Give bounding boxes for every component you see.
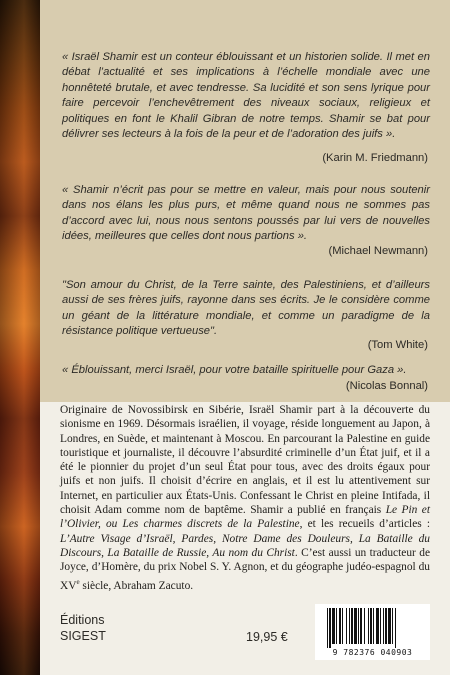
quote-2: « Shamir n’écrit pas pour se mettre en valeur, mais pour nous soutenir dans nos élans les plus purs, et même quand nous ne sommes pas d’accord avec lui, nous nous sentons poussés par lui vers de nouvelles idées, meilleures que celles dont nous partions ». <box>62 184 430 243</box>
publisher-name <box>60 612 106 644</box>
bio-book-title: Le Pin et l’Olivier, ou Les charmes discrets de la Palestine <box>60 504 431 531</box>
bio-text-1: Originaire de Novossibirsk en Sibérie, Israël Shamir part à la découverte du sionisme en 1969. Désormais israélien, il voyage, réside longuement au Japon, à Londres, en Suède, et maintenant à Moscou. En parcourant la Palestine en guide touristique et journaliste, il découvre l’absurdité criminelle d’un État juif, et il a été le pionnier du projet d’un seul État pour tous, avec des droits égaux pour juifs et non juifs. Il choisit d’écrire en anglais, et il est lu attentivement sur Internet, en particulier aux États-Unis. Confessant le Christ en pleine Intifada, il choisit Adam comme nom de baptême. Shamir a publié en français <box>60 404 430 517</box>
bio-superscript: e <box>76 577 80 586</box>
quote-3-author: (Tom White) <box>367 339 428 351</box>
bio-collections-titles: L’Autre Visage d’Israël, Pardes, Notre Dame des Douleurs, La Bataille du Discours, La Bataille de Russie, Au nom du Christ <box>60 532 430 559</box>
quote-4-author: (Nicolas Bonnal) <box>345 380 428 392</box>
barcode-number: 9 782376 040903 <box>332 648 413 657</box>
barcode-graphic <box>325 608 420 648</box>
isbn-barcode <box>315 604 430 660</box>
quote-3: "Son amour du Christ, de la Terre sainte, des Palestiniens, et d’ailleurs aussi de ses frères juifs, rayonne dans ses écrits. Je le considère comme un géant de la littérature mondiale, et comme un paradigme de la résistance politique vertueuse". <box>62 279 430 338</box>
author-biography <box>60 403 430 593</box>
cover-artwork-strip <box>0 0 40 675</box>
quote-2-author: (Michael Newmann) <box>328 245 428 257</box>
quote-1-author: (Karin M. Friedmann) <box>322 152 428 164</box>
price-label: 19,95 € <box>246 630 288 644</box>
quote-1: « Israël Shamir est un conteur éblouissant et un historien solide. Il met en débat l’actualité et ses implications à l’échelle mondiale avec une honnêteté brutale, et avec tendresse. Sa lucidité et son sens lyrique pour faire percevoir l’enchevêtrement des niveaux sociaux, religieux et politiques en font le Khalil Gibran de notre temps. Shamir se bat pour délivrer ses lecteurs à la fois de la peur et de l’adoration des juifs ». <box>62 51 430 141</box>
publisher-line-1: Éditions <box>60 613 105 627</box>
bio-text-2: , et les recueils d’articles : <box>299 518 430 531</box>
bio-text-4: siècle, Abraham Zacuto. <box>79 579 194 592</box>
bio-text-3: . C’est aussi un traducteur de Joyce, d’Homère, du prix Nobel S. Y. Agnon, et du géographe judéo-espagnol du XV <box>60 546 430 592</box>
publisher-line-2: SIGEST <box>60 629 106 643</box>
quote-4: « Éblouissant, merci Israël, pour votre bataille spirituelle pour Gaza ». <box>62 364 407 376</box>
